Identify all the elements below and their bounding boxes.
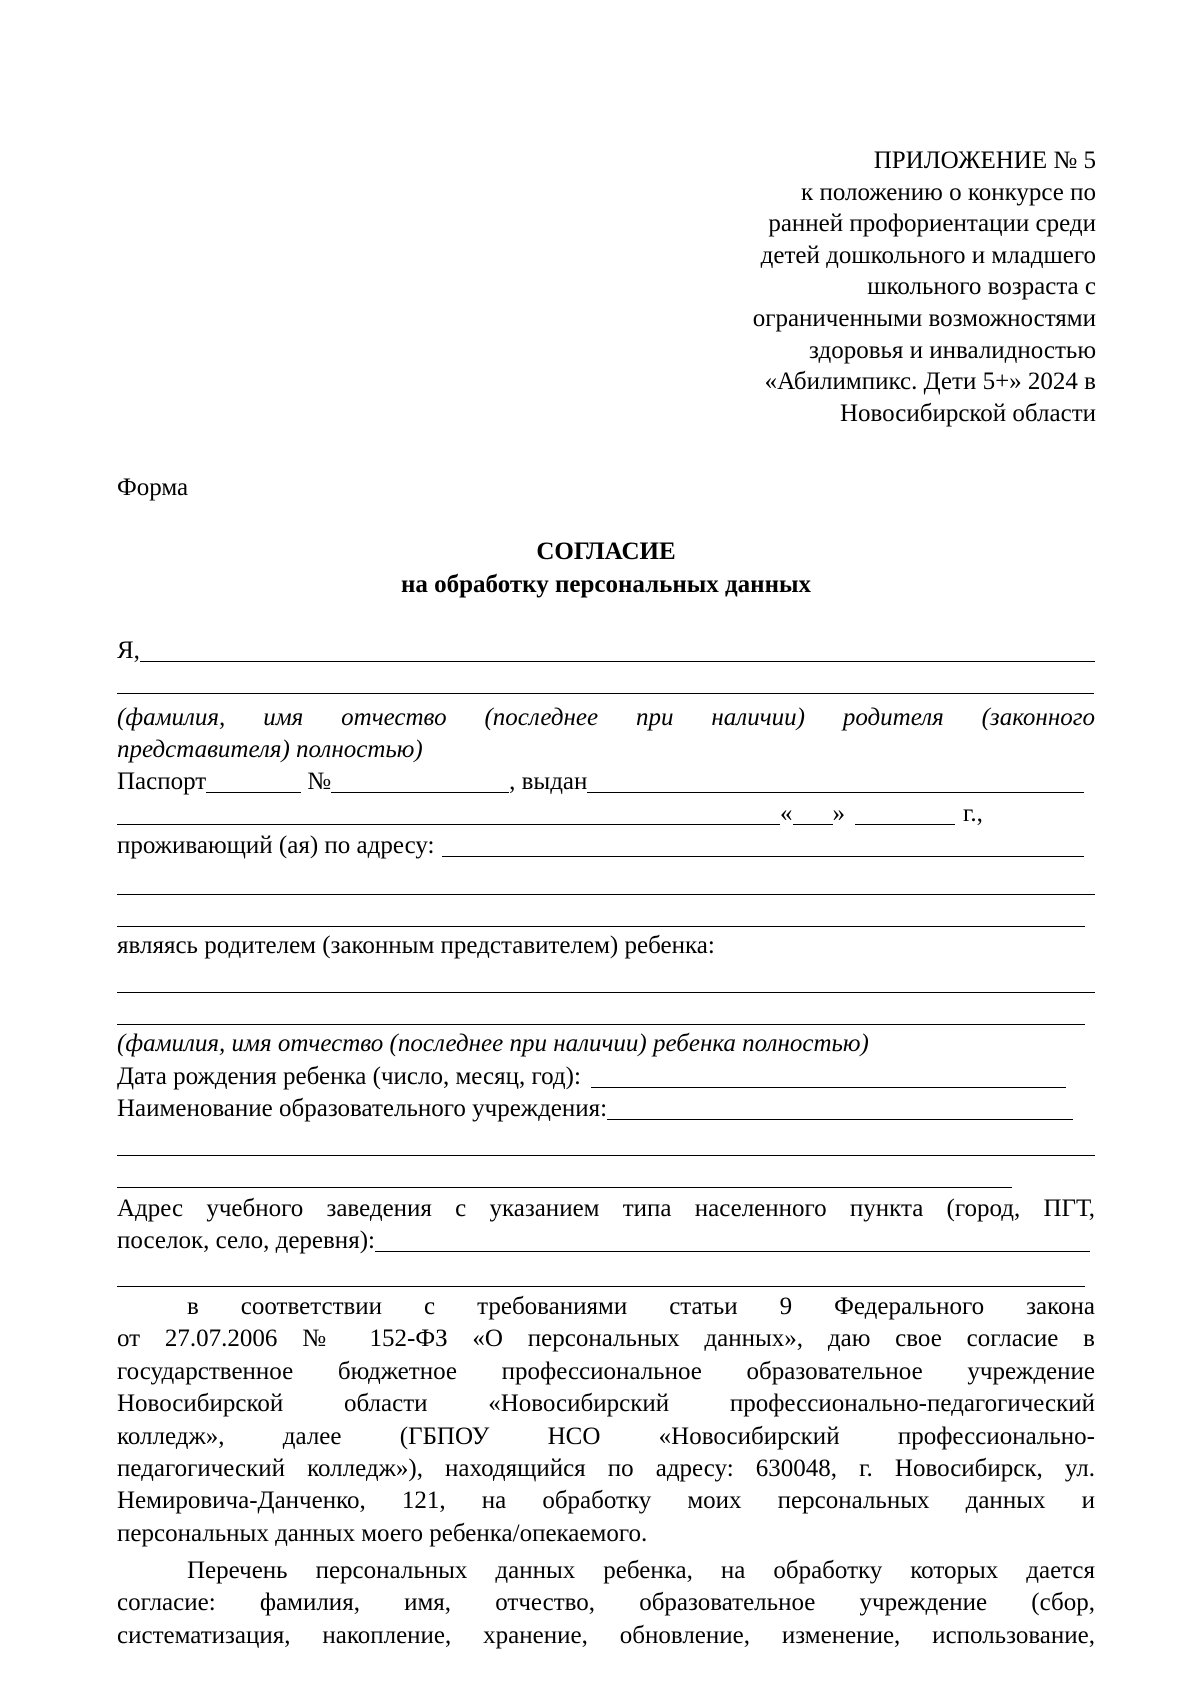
address-field[interactable] — [442, 832, 1084, 857]
appendix-line: Новосибирской области — [839, 399, 1096, 427]
parent-name-line-2[interactable] — [117, 693, 1094, 694]
i-label: Я, — [117, 637, 140, 664]
issued-by-field-2[interactable] — [117, 800, 780, 825]
birth-date-row — [117, 1061, 1066, 1093]
date-open-quote: « — [780, 800, 793, 827]
parent-name-field[interactable] — [140, 637, 1095, 662]
parent-name-row — [117, 635, 1095, 667]
address-label: проживающий (ая) по адресу: — [117, 832, 435, 859]
school-field[interactable] — [607, 1095, 1073, 1120]
issue-year-field[interactable] — [855, 800, 955, 825]
appendix-line: школьного возраста с — [867, 273, 1096, 301]
birth-date-field[interactable] — [591, 1063, 1066, 1088]
appendix-line: к положению о конкурсе по — [801, 178, 1096, 206]
issued-by-field[interactable] — [587, 768, 1084, 793]
child-hint: (фамилия, имя отчество (последнее при наличии) ребенка полностью) — [117, 1030, 869, 1057]
consent-paragraph — [117, 1291, 1095, 1550]
address-line-2[interactable] — [117, 894, 1095, 895]
issue-date-row — [117, 798, 1035, 830]
passport-row — [117, 766, 1084, 798]
school-line-3[interactable] — [117, 1187, 1012, 1188]
document-subtitle: на обработку персональных данных — [401, 571, 811, 598]
school-address-line-2[interactable] — [117, 1286, 1085, 1287]
appendix-header — [676, 145, 1096, 429]
data-list-paragraph — [117, 1555, 1095, 1652]
issued-label: , выдан — [509, 768, 588, 795]
passport-label: Паспорт — [117, 768, 207, 795]
consent-line: от 27.07.2006 № 152-ФЗ «О персональных данных», даю свое согласие в — [117, 1325, 1095, 1353]
issue-day-field[interactable] — [793, 800, 833, 825]
passport-number-label: № — [307, 768, 332, 795]
document-title: СОГЛАСИЕ — [536, 538, 676, 565]
form-label: Форма — [117, 474, 189, 501]
consent-line: педагогический колледж»), находящийся по адресу: 630048, г. Новосибирск, ул. — [117, 1454, 1095, 1482]
year-suffix: г., — [963, 800, 983, 827]
address-line-3[interactable] — [117, 926, 1085, 927]
child-name-line-2[interactable] — [117, 1024, 1085, 1025]
consent-line: колледж», далее (ГБПОУ НСО «Новосибирский профессионально- — [117, 1422, 1095, 1450]
school-address-field[interactable] — [375, 1227, 1090, 1252]
consent-line: государственное бюджетное профессиональное образовательное учреждение — [117, 1357, 1095, 1385]
address-row — [117, 830, 1084, 862]
appendix-line: ранней профориентации среди — [768, 210, 1096, 238]
appendix-line: «Абилимпикс. Дети 5+» 2024 в — [764, 368, 1096, 396]
school-address-label-1: Адрес учебного заведения с указанием типа населенного пункта (город, ПГТ, — [117, 1195, 1095, 1222]
parent-hint-line-2: представителя) полностью) — [117, 736, 423, 763]
data-list-line: Перечень персональных данных ребенка, на обработку которых дается — [187, 1557, 1095, 1584]
appendix-line: ПРИЛОЖЕНИЕ № 5 — [873, 147, 1096, 174]
consent-line: в соответствии с требованиями статьи 9 Федерального закона — [187, 1293, 1095, 1320]
school-address-row — [117, 1225, 1090, 1257]
appendix-line: здоровья и инвалидностью — [809, 336, 1096, 364]
school-address-label-2: поселок, село, деревня): — [117, 1227, 375, 1254]
child-name-line-1[interactable] — [117, 992, 1095, 993]
school-label: Наименование образовательного учреждения: — [117, 1095, 608, 1122]
consent-line: персональных данных моего ребенка/опекаемого. — [117, 1519, 648, 1547]
school-row — [117, 1093, 1073, 1125]
school-line-2[interactable] — [117, 1155, 1095, 1156]
data-list-line: систематизация, накопление, хранение, обновление, изменение, использование, — [117, 1621, 1095, 1649]
appendix-line: ограниченными возможностями — [752, 304, 1096, 332]
consent-line: Новосибирской области «Новосибирский профессионально-педагогический — [117, 1390, 1095, 1418]
child-label: являясь родителем (законным представителем) ребенка: — [117, 932, 715, 959]
birth-date-label: Дата рождения ребенка (число, месяц, год): — [117, 1063, 581, 1090]
passport-series-field[interactable] — [206, 768, 301, 793]
passport-number-field[interactable] — [331, 768, 509, 793]
consent-line: Немировича-Данченко, 121, на обработку моих персональных данных и — [117, 1487, 1095, 1515]
appendix-line: детей дошкольного и младшего — [760, 241, 1096, 269]
parent-hint-line-1: (фамилия, имя отчество (последнее при наличии) родителя (законного — [117, 704, 1095, 731]
data-list-line: согласие: фамилия, имя, отчество, образовательное учреждение (сбор, — [117, 1589, 1095, 1617]
date-close-quote: » — [832, 800, 845, 827]
